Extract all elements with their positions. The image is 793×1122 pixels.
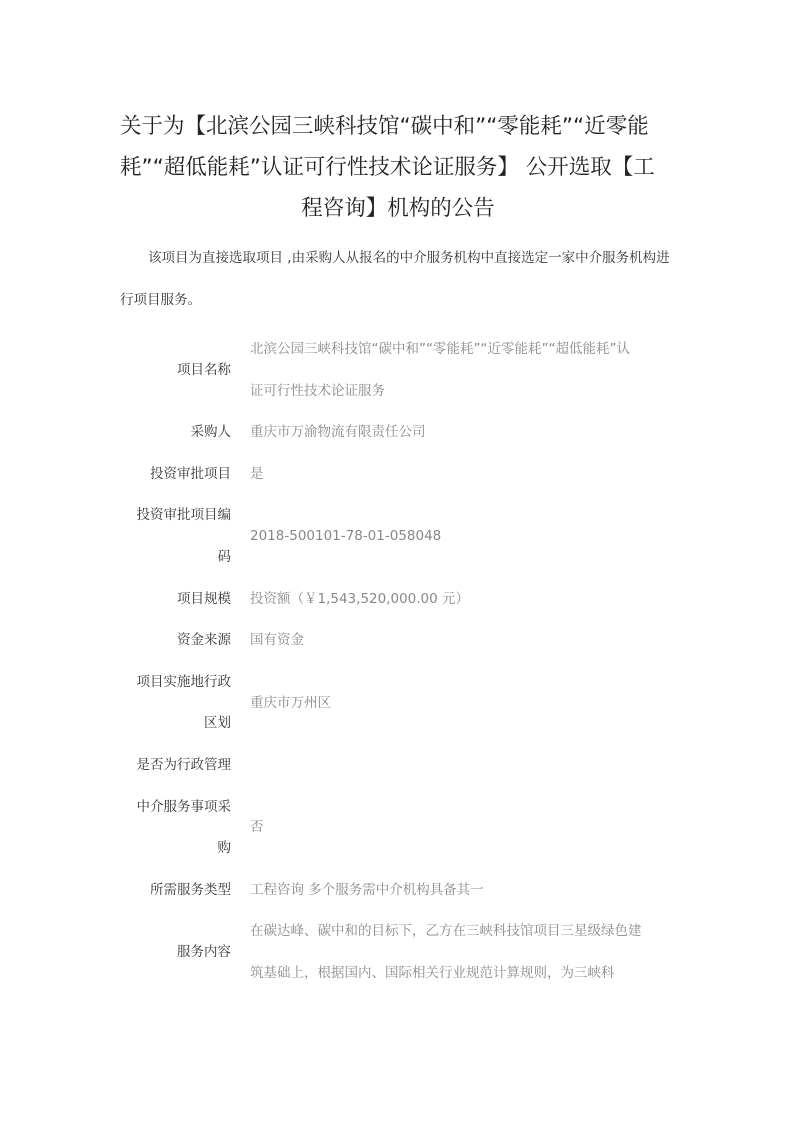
row-value: 否 (250, 819, 264, 836)
row-label: 中介服务事项采购 (136, 798, 231, 857)
title-line: 耗”“超低能耗”认证可行性技术论证服务】 公开选取【工 (120, 155, 655, 180)
row-value: 工程咨询 多个服务需中介机构具备其一 (250, 881, 484, 898)
table-row (120, 412, 660, 454)
title-line: 关于为【北滨公园三峡科技馆“碳中和”“零能耗”“近零能 (120, 114, 649, 139)
row-value: 北滨公园三峡科技馆“碳中和”“零能耗”“近零能耗”“超低能耗”认证可行性技术论证服务 (250, 341, 630, 399)
table-row (120, 870, 660, 912)
row-label: 所需服务类型 (150, 881, 231, 898)
row-label: 项目名称 (177, 361, 231, 378)
table-row (120, 787, 660, 870)
row-label: 采购人 (190, 424, 231, 441)
row-value: 重庆市万州区 (250, 694, 331, 711)
title-line: 程咨询】机构的公告 (301, 196, 495, 221)
row-label: 服务内容 (177, 944, 231, 961)
row-value: 是 (250, 465, 264, 482)
table-row (120, 454, 660, 496)
row-label: 投资审批项目编码 (136, 507, 231, 565)
page-title (120, 106, 676, 229)
row-label: 项目实施地行政区划 (136, 673, 231, 732)
row-value: 国有资金 (250, 632, 304, 649)
row-value (250, 745, 642, 787)
row-value: 2018-500101-78-01-058048 (250, 528, 442, 545)
table-row (120, 329, 660, 412)
row-label: 项目规模 (177, 590, 231, 607)
table-row (120, 662, 660, 745)
row-value: 重庆市万渝物流有限责任公司 (250, 424, 426, 441)
row-label: 是否为行政管理 (136, 756, 231, 773)
table-row (120, 579, 660, 621)
table-row (120, 911, 660, 994)
row-label: 投资审批项目 (150, 465, 231, 482)
row-value: 投资额（￥1,543,520,000.00 元） (250, 590, 470, 607)
row-value: 在碳达峰、碳中和的目标下，乙方在三峡科技馆项目三星级绿色建筑基础上，根据国内、国际相关行业规范计算规则，为三峡科 (250, 923, 642, 981)
project-info-table (120, 329, 660, 995)
intro-paragraph: 该项目为直接选取项目 ,由采购人从报名的中介服务机构中直接选定一家中介服务机构进行项目服务。 (120, 250, 670, 308)
table-row (120, 620, 660, 662)
table-row (120, 745, 660, 787)
table-row (120, 495, 660, 578)
row-label: 资金来源 (177, 632, 231, 649)
